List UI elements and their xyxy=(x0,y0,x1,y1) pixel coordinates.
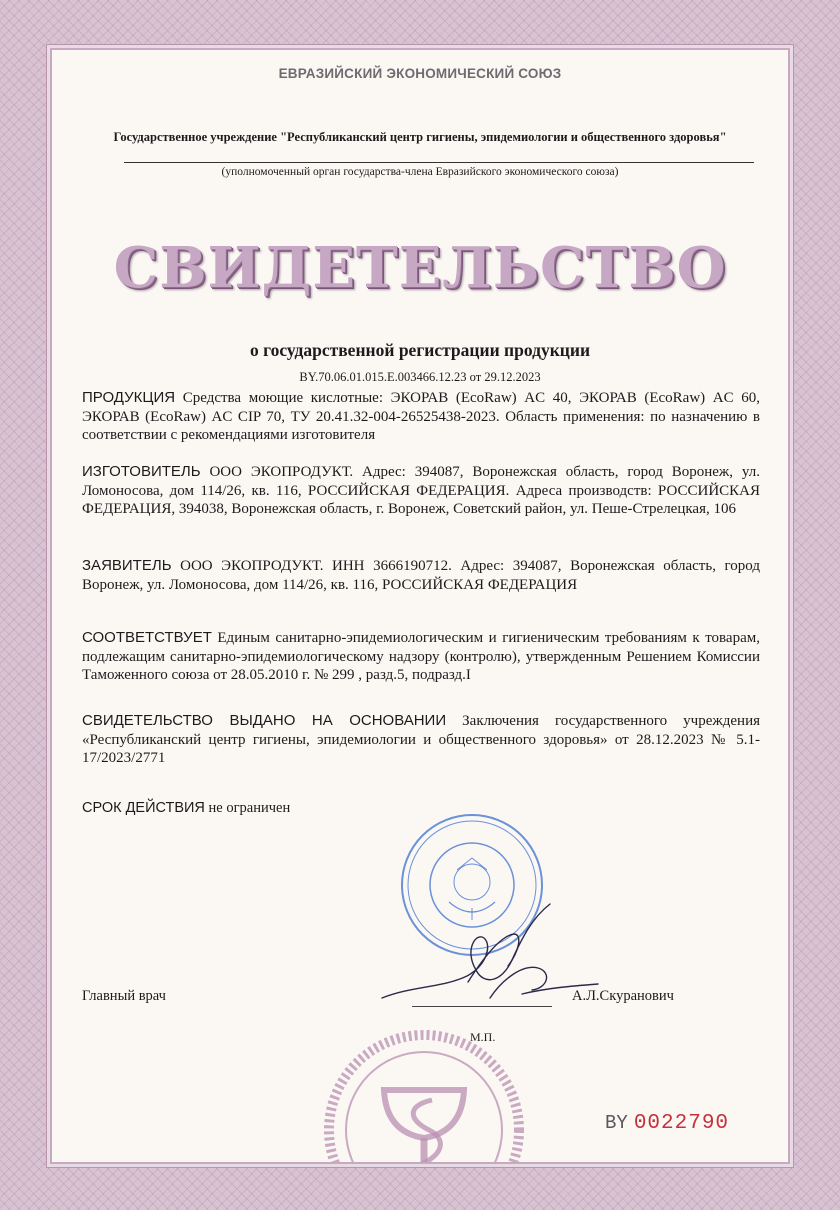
signature-icon xyxy=(372,890,602,1010)
seal-mark: М.П. xyxy=(470,1030,496,1044)
manufacturer-label: ИЗГОТОВИТЕЛЬ xyxy=(82,463,201,480)
conformity-text: Единым санитарно-эпидемиологическим и гигиеническим требованиям к товарам, подлежащим санитарно-эпидемиологическому надзору (контролю), утвержденным Решением Комиссии Таможенного союза от 28.05.2010 г. № 299 , разд.5, подразд.I xyxy=(82,630,760,684)
manufacturer-section xyxy=(82,463,760,519)
serial-value: 0022790 xyxy=(633,1112,730,1135)
organization-underline xyxy=(124,162,754,163)
product-label: ПРОДУКЦИЯ xyxy=(82,389,176,406)
applicant-label: ЗАЯВИТЕЛЬ xyxy=(82,557,172,574)
medical-emblem-icon xyxy=(314,1020,534,1162)
issuing-organization: Государственное учреждение "Республиканский центр гигиены, эпидемиологии и общественного здоровья" xyxy=(113,130,727,144)
basis-section xyxy=(82,712,760,768)
signatory-position: Главный врач xyxy=(82,988,166,1004)
validity-section xyxy=(82,800,290,817)
signatory-name: А.Л.Скуранович xyxy=(572,988,674,1004)
validity-label: СРОК ДЕЙСТВИЯ xyxy=(82,800,205,816)
validity-text: не ограничен xyxy=(204,800,291,816)
basis-text: Заключения государственного учреждения «Республиканский центр гигиены, эпидемиологии и общественного здоровья» от 28.12.2023 № 5.1-17/2023/2771 xyxy=(82,713,760,767)
signature-line xyxy=(412,1006,552,1007)
certificate-body xyxy=(52,50,788,1162)
certificate-title: СВИДЕТЕЛЬСТВО xyxy=(113,235,727,301)
organization-note: (уполномоченный орган государства-члена Евразийского экономического союза) xyxy=(221,166,619,178)
conformity-section xyxy=(82,629,760,685)
applicant-text: ООО ЭКОПРОДУКТ. ИНН 3666190712. Адрес: 394087, Воронежская область, город Воронеж, ул. Ломоносова, дом 114/26, кв. 116, РОССИЙСКАЯ ФЕДЕРАЦИЯ xyxy=(82,558,760,593)
conformity-label: СООТВЕТСТВУЕТ xyxy=(82,629,212,646)
applicant-section xyxy=(82,557,760,594)
certificate-subtitle: о государственной регистрации продукции xyxy=(249,340,591,360)
manufacturer-text: ООО ЭКОПРОДУКТ. Адрес: 394087, Воронежская область, город Воронеж, ул. Ломоносова, дом 114/26, кв. 116, РОССИЙСКАЯ ФЕДЕРАЦИЯ. Адреса производств: РОССИЙСКАЯ ФЕДЕРАЦИЯ, 394038, Воронежская область, г. Воронеж, Советский район, ул. Пеше-Стрелецкая, 106 xyxy=(82,464,760,518)
product-section xyxy=(82,389,760,445)
basis-label: СВИДЕТЕЛЬСТВО ВЫДАНО НА ОСНОВАНИИ xyxy=(82,712,447,729)
serial-prefix: BY xyxy=(605,1112,628,1134)
union-name: ЕВРАЗИЙСКИЙ ЭКОНОМИЧЕСКИЙ СОЮЗ xyxy=(278,66,562,81)
product-text: Средства моющие кислотные: ЭКОРАВ (EcoRaw) AC 40, ЭКОРАВ (EcoRaw) AC 60, ЭКОРАВ (EcoRaw) AC CIP 70, ТУ 20.41.32-004-26525438-2023. Область применения: по назначению в соответствии с рекомендациями изготовителя xyxy=(82,390,760,444)
serial-number xyxy=(605,1112,729,1135)
registration-number: BY.70.06.01.015.E.003466.12.23 от 29.12.2023 xyxy=(299,370,541,384)
